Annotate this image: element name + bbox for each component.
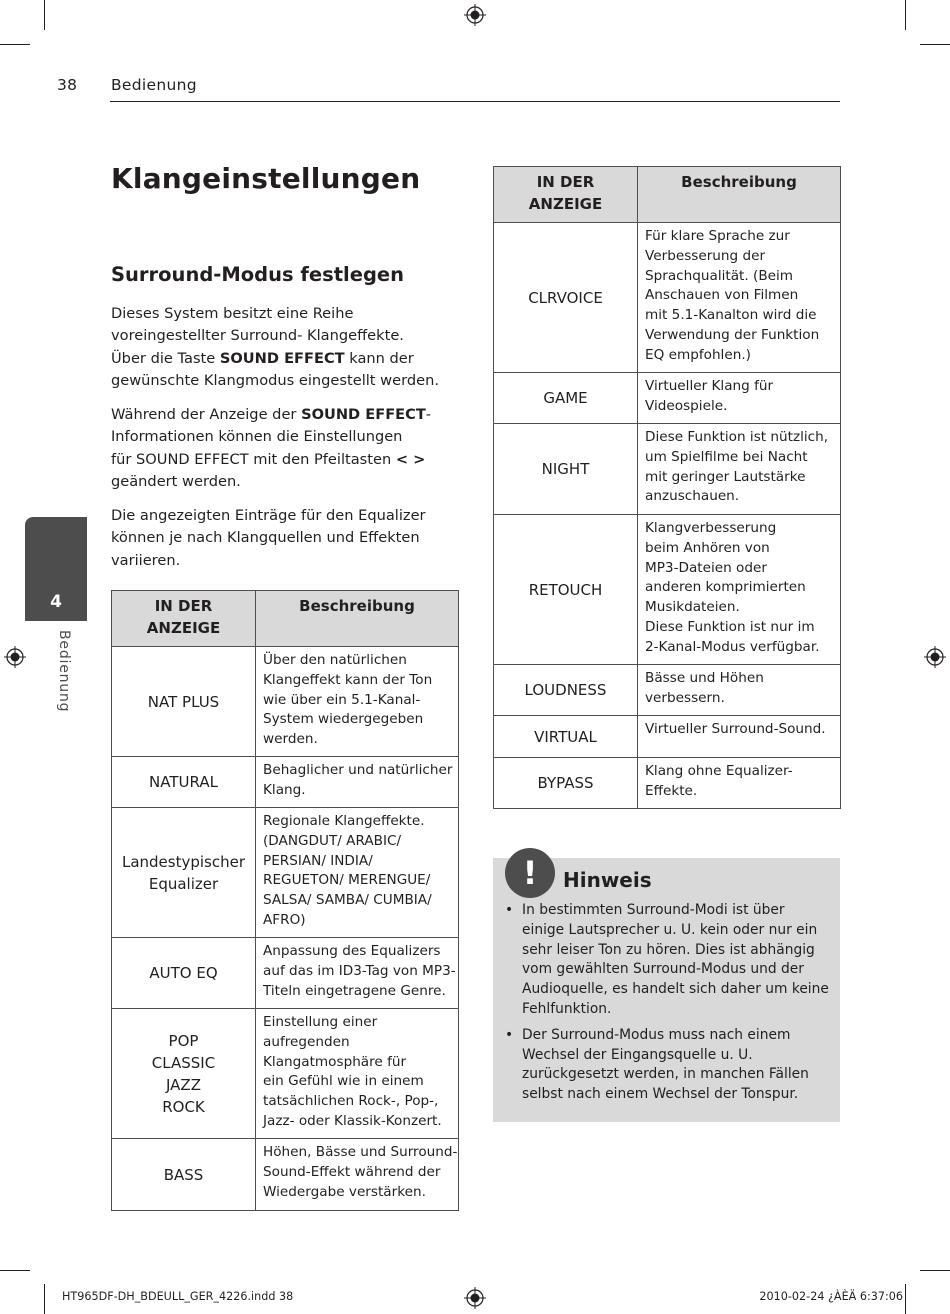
bullet-icon: • [505,1026,514,1043]
desc-line: aufregenden [263,1033,350,1050]
desc-line: Wiedergabe verstärken. [263,1183,426,1200]
note-line: sehr leiser Ton zu hören. Dies ist abhängig [522,941,815,958]
name-line: RETOUCH [528,580,603,599]
desc-line: um Spielfilme bei Nacht [645,448,808,465]
registration-mark-icon [924,646,946,668]
name-line: VIRTUAL [534,727,597,746]
mode-name [112,757,256,808]
text-line: geändert werden. [111,472,241,490]
desc-line: Verbesserung der [645,247,766,264]
table-row [494,665,841,716]
crop-mark [44,0,45,30]
section-title: Surround-Modus festlegen [111,263,405,286]
name-line: POP [168,1031,199,1050]
table-row [112,938,459,1009]
desc-line: Anschauen von Filmen [645,287,799,304]
table-row [112,1139,459,1211]
desc-line: Titeln eingetragene Genre. [263,982,446,999]
desc-line: Sprachqualität. (Beim [645,267,794,284]
crop-mark [0,1270,30,1271]
mode-name [494,716,638,758]
page-number: 38 [57,76,78,94]
mode-description [638,515,841,665]
name-line: JAZZ [166,1075,201,1094]
desc-line: Höhen, Bässe und Surround- [263,1144,458,1160]
text-line: variieren. [111,551,181,569]
desc-line: AFRO) [263,911,306,928]
desc-line: Klangverbesserung [645,520,777,536]
desc-line: System wiedergegeben [263,711,424,728]
desc-line: 2-Kanal-Modus verfügbar. [645,638,820,655]
table-row [112,1009,459,1139]
text-span: Über die Taste [111,349,220,367]
note-list [505,901,835,1111]
table-row [494,223,841,373]
column-header-display [112,591,256,647]
mode-name [112,647,256,757]
column-header-display [494,167,638,223]
mode-name [494,424,638,515]
note-title: Hinweis [563,868,652,892]
name-line: CLASSIC [151,1053,216,1072]
text-line: gewünschte Klangmodus eingestellt werden. [111,371,439,389]
mode-description [638,758,841,809]
note-line: vom gewählten Surround-Modus und der [522,961,804,978]
chapter-tab-label: Bedienung [56,630,72,713]
button-name-bold: SOUND EFFECT [219,349,345,367]
mode-description [638,665,841,716]
text-line: Die angezeigten Einträge für den Equalizer [111,507,426,524]
desc-line: SALSA/ SAMBA/ CUMBIA/ [263,892,432,909]
desc-line: Virtueller Surround-Sound. [645,721,826,737]
desc-line: Klang. [263,781,306,798]
running-header-section: Bedienung [111,76,197,94]
note-item [505,901,835,1020]
mode-description [256,1009,459,1139]
mode-name [112,1009,256,1139]
table-header-row [112,591,459,647]
desc-line: Einstellung einer [263,1014,378,1030]
desc-line: tatsächlichen Rock-, Pop-, [263,1093,439,1110]
desc-line: Diese Funktion ist nützlich, [645,429,829,445]
text-line: Dieses System besitzt eine Reihe [111,305,354,322]
mode-description [256,647,459,757]
crop-mark [905,0,906,30]
mode-description [256,938,459,1009]
name-line: BASS [163,1165,204,1184]
name-line: NAT PLUS [147,692,220,711]
mode-name [494,515,638,665]
table-row [494,373,841,424]
desc-line: werden. [263,731,318,748]
crop-mark [0,44,30,45]
table-row [112,757,459,808]
desc-line: Klang ohne Equalizer- [645,763,793,779]
desc-line: auf das im ID3-Tag von MP3- [263,962,456,979]
desc-line: Effekte. [645,782,698,799]
mode-name [494,758,638,809]
header-line: ANZEIGE [528,195,603,213]
desc-line: Behaglicher und natürlicher [263,762,453,778]
registration-mark-icon [464,1287,486,1309]
name-line: Equalizer [148,874,219,893]
note-line: Audioquelle, es handelt sich daher um keine [522,981,829,998]
column-header-description: Beschreibung [256,591,459,647]
text-line: voreingestellter Surround- Klangeffekte. [111,327,404,345]
desc-line: mit 5.1-Kanalton wird die [645,307,817,324]
desc-line: anzuschauen. [645,488,740,505]
name-line: CLRVOICE [528,288,603,307]
desc-line: Anpassung des Equalizers [263,943,441,959]
desc-line: ein Gefühl wie in einem [263,1073,424,1090]
registration-mark-icon [464,4,486,26]
mode-name [112,938,256,1009]
desc-line: wie über ein 5.1-Kanal- [263,691,421,708]
table-row [494,716,841,758]
desc-line: Musikdateien. [645,599,740,616]
page-title: Klangeinstellungen [111,162,421,195]
desc-line: (DANGDUT/ ARABIC/ [263,832,402,849]
bullet-icon: • [505,902,514,918]
note-line: selbst nach einem Wechsel der Tonspur. [522,1086,799,1103]
header-line: ANZEIGE [146,619,221,637]
intro-paragraph-3 [111,505,461,572]
header-line: IN DER [154,597,213,615]
table-row [494,758,841,809]
desc-line: Videospiele. [645,397,728,414]
name-line: Landestypischer [121,852,246,871]
desc-line: Virtueller Klang für [645,378,774,394]
text-span: kann der [344,349,414,367]
text-line [111,404,461,426]
text-line: Informationen können die Einstellungen [111,428,403,446]
table-row [112,808,459,938]
desc-line: anderen komprimierten [645,579,806,596]
mode-name [494,373,638,424]
mode-description [256,1139,459,1211]
crop-mark [920,44,950,45]
table-row [112,647,459,757]
desc-line: REGUETON/ MERENGUE/ [263,872,431,889]
sound-effect-table-right [493,166,841,809]
chapter-tab-number: 4 [50,592,62,612]
mode-name [112,1139,256,1211]
print-slug-timestamp: 2010-02-24 ¿ÀÈÄ 6:37:06 [759,1290,903,1303]
note-line: zurückgesetzt werden, in manchen Fällen [522,1066,809,1083]
button-name-bold: SOUND EFFECT [301,406,426,423]
desc-line: Klangatmosphäre für [263,1053,407,1070]
name-line: NATURAL [149,773,218,791]
mode-description [638,424,841,515]
mode-description [256,808,459,938]
text-span: Während der Anzeige der [111,406,302,423]
name-line: LOUDNESS [524,681,607,699]
note-line: Der Surround-Modus muss nach einem [522,1026,791,1043]
text-span: - [425,406,432,423]
desc-line: Bässe und Höhen [645,670,764,686]
text-line [111,348,461,370]
registration-mark-icon [4,646,26,668]
desc-line: Verwendung der Funktion [645,326,820,343]
note-line: Fehlfunktion. [522,1000,612,1017]
exclamation-icon: ! [505,848,555,898]
crop-mark [44,1284,45,1314]
desc-line: MP3-Dateien oder [645,559,767,576]
table-row [494,424,841,515]
table-row [494,515,841,665]
desc-line: verbessern. [645,689,725,706]
mode-description [256,757,459,808]
crop-mark [920,1270,950,1271]
desc-line: PERSIAN/ INDIA/ [263,852,373,869]
name-line: AUTO EQ [149,964,218,982]
note-line: In bestimmten Surround-Modi ist über [522,902,785,918]
name-line: NIGHT [541,460,590,478]
desc-line: Diese Funktion ist nur im [645,618,815,635]
mode-name [494,223,638,373]
name-line: GAME [543,389,588,407]
sound-effect-table-left [111,590,459,1211]
desc-line: mit geringer Lautstärke [645,468,806,485]
text-line: können je nach Klangquellen und Effekten [111,529,420,547]
mode-name [112,808,256,938]
name-line: BYPASS [537,774,594,792]
header-rule [110,101,840,102]
arrow-keys-glyph: < > [395,450,426,468]
note-line: einige Lautsprecher u. U. kein oder nur ein [522,921,818,938]
note-line: Wechsel der Eingangsquelle u. U. [522,1046,753,1063]
desc-line: beim Anhören von [645,539,770,556]
crop-mark [905,1284,906,1314]
intro-paragraph-2 [111,404,461,493]
desc-line: EQ empfohlen.) [645,346,751,363]
desc-line: Über den natürlichen [263,652,407,668]
header-line: IN DER [536,173,595,191]
note-item [505,1026,835,1105]
name-line: ROCK [162,1097,205,1116]
mode-description [638,223,841,373]
desc-line: Klangeffekt kann der Ton [263,671,433,688]
intro-paragraph-1 [111,303,461,392]
print-slug-filename: HT965DF-DH_BDEULL_GER_4226.indd 38 [62,1290,294,1303]
desc-line: Für klare Sprache zur [645,228,790,244]
mode-description [638,716,841,758]
table-header-row [494,167,841,223]
text-span: für SOUND EFFECT mit den Pfeiltasten [111,450,396,468]
mode-name [494,665,638,716]
desc-line: Sound-Effekt während der [263,1163,441,1180]
text-line [111,449,461,471]
desc-line: Jazz- oder Klassik-Konzert. [263,1112,442,1129]
column-header-description: Beschreibung [638,167,841,223]
desc-line: Regionale Klangeffekte. [263,813,425,829]
mode-description [638,373,841,424]
